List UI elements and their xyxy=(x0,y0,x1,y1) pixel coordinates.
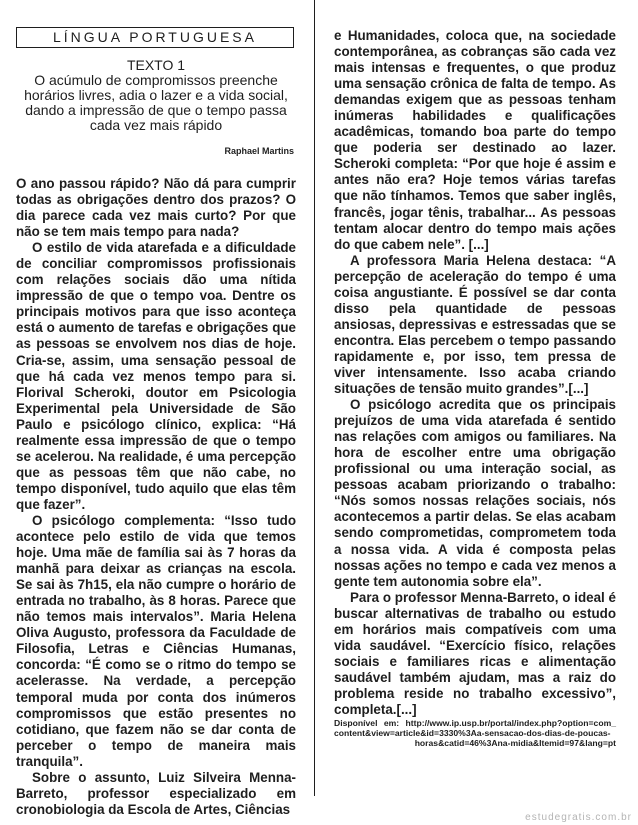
article-title-line: cada vez mais rápido xyxy=(89,117,223,133)
paragraph: O psicólogo complementa: “Isso tudo acontece pelo estilo de vida que temos hoje. Uma mãe de família sai às 7 horas da manhã para deixar as crianças na escola. Se sai às 7h15, ela não cumpre o horário de entrada no trabalho, às 8 horas. Parece que não temos mais intervalos”. Maria Helena Oliva Augusto, professora da Faculdade de Filosofia, Letras e Ciências Humanas, concorda: “É como se o ritmo do tempo se acelerasse. Na verdade, a percepção temporal muda por conta dos inúmeros compromissos que estão presentes no cotidiano, que fazem não se dar conta de perceber o tempo de maneira mais tranquila”. xyxy=(16,512,296,769)
text-title-block xyxy=(16,58,296,133)
source-line: Disponível em: http://www.ip.usp.br/portal/index.php?option=com_ xyxy=(334,718,616,728)
source-citation xyxy=(334,718,616,748)
article-title-line: horários livres, adia o lazer e a vida social, xyxy=(24,87,288,103)
article-title-line: O acúmulo de compromissos preenche xyxy=(34,72,278,88)
source-line: content&view=article&id=3330%3Aa-sensacao-dos-dias-de-poucas- xyxy=(334,728,611,738)
author-name: Raphael Martins xyxy=(224,146,294,156)
paragraph: Para o professor Menna-Barreto, o ideal é buscar alternativas de trabalho ou estudo em horários mais compatíveis com uma vida saudável. “Exercício físico, relações sociais e familiares ricas e alimentação saudável também ajudam, mas a raiz do problema reside no trabalho excessivo”, completa.[...] xyxy=(334,589,616,717)
paragraph: e Humanidades, coloca que, na sociedade contemporânea, as cobranças são cada vez mais intensas e frequentes, o que produz uma sensação crônica de falta de tempo. As demandas exigem que as pessoas tenham inúmeras habilidades e qualificações acadêmicas, tomando boa parte do tempo que poderia ser destinado ao lazer. Scheroki completa: “Por que hoje é assim e antes não era? Hoje temos várias tarefas que não tínhamos. Temos que saber inglês, francês, jogar tênis, trabalhar... As pessoas tentam alocar dentro do tempo mais ações do que cabem nele”. [...] xyxy=(334,28,616,252)
subject-title: LÍNGUA PORTUGUESA xyxy=(16,27,294,48)
watermark: estudegratis.com.br xyxy=(525,812,632,823)
paragraph: O psicólogo acredita que os principais prejuízos de uma vida atarefada é sentido nas relações com amigos ou familiares. Na hora de escolher entre uma obrigação profissional ou uma interação social, as pessoas acabam priorizando o trabalho: “Nós somos nossas relações sociais, nós acontecemos a partir delas. Se elas acabam sendo comprometidas, comprometem toda a nossa vida. A vida é composta pelas nossas ações no tempo e cada vez menos a gente tem autonomia sobre ela”. xyxy=(334,397,616,589)
article-title-line: dando a impressão de que o tempo passa xyxy=(25,102,287,118)
paragraph: Sobre o assunto, Luiz Silveira Menna-Barreto, professor especializado em cronobiologia da Escola de Artes, Ciências xyxy=(16,769,296,817)
paragraph: O estilo de vida atarefada e a dificuldade de conciliar compromissos profissionais com relações sociais dão uma nítida impressão de que o tempo voa. Dentre os principais motivos para que isso aconteça está o aumento de tarefas e obrigações que as pessoas se envolvem nos dias de hoje. Cria-se, assim, uma sensação pessoal de que há cada vez menos tempo para si. Florival Scheroki, doutor em Psicologia Experimental pela Universidade de São Paulo e psicólogo clínico, explica: “Há realmente essa impressão de que o tempo se acelerou. Na realidade, é uma percepção que as pessoas têm que não cabe, no tempo disponível, tudo aquilo que elas têm que fazer”. xyxy=(16,240,296,512)
text-number: TEXTO 1 xyxy=(126,57,186,73)
column-divider xyxy=(314,0,315,796)
source-line: horas&catid=46%3Ana-midia&Itemid=97&lang=pt xyxy=(414,738,616,748)
article-left-column xyxy=(16,176,296,818)
paragraph: A professora Maria Helena destaca: “A percepção de aceleração do tempo é uma coisa angustiante. É possível se dar conta disso pela quantidade de pessoas ansiosas, depressivas e estressadas que se encontra. Elas percebem o tempo passando rapidamente e, por isso, tem pressa de viver intensamente. Isso acaba criando situações de tensão muito grandes”.[...] xyxy=(334,252,616,397)
paragraph: O ano passou rápido? Não dá para cumprir todas as obrigações dentro dos prazos? O dia parece cada vez mais curto? Por que não se tem mais tempo para nada? xyxy=(16,176,296,240)
article-right-column xyxy=(334,28,616,718)
